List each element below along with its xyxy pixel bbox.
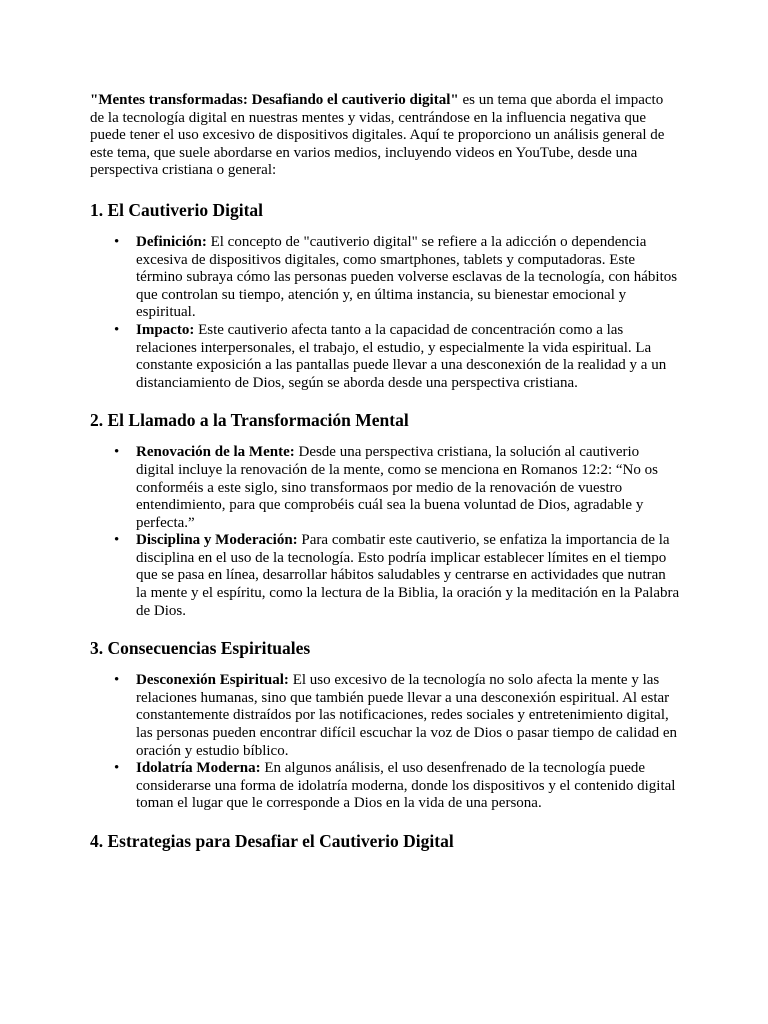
list-item-renovacion	[136, 444, 680, 532]
list-item-term: Disciplina y Moderación:	[136, 532, 298, 549]
list-item-text: El concepto de "cautiverio digital" se refiere a la adicción o dependencia excesiva de dispositivos digitales, como smartphones, tablets y computadoras. Este término subraya cómo las personas pueden volverse esclavas de la tecnología, con hábitos que controlan su tiempo, atención y, en última instancia, su bienestar emocional y espiritual.	[136, 233, 678, 321]
intro-text: es un tema que aborda el impacto de la tecnología digital en nuestras mentes y vidas, centrándose en la influencia negativa que puede tener el uso excesivo de dispositivos digitales. Aquí te proporciono un análisis general de este tema, que suele abordarse en varios medios, incluyendo videos en YouTube, desde una perspectiva cristiana o general:	[90, 92, 665, 179]
list-item-text: Para combatir este cautiverio, se enfatiza la importancia de la disciplina en el uso de la tecnología. Esto podría implicar establecer límites en el tiempo que se pasa en línea, desarrollar hábitos saludables y centrarse en actividades que nutran la mente y el espíritu, como la lectura de la Biblia, la oración y la meditación en la Palabra de Dios.	[136, 532, 680, 619]
list-item-text: Este cautiverio afecta tanto a la capacidad de concentración como a las relaciones interpersonales, el trabajo, el estudio, y especialmente la vida espiritual. La constante exposición a las pantallas puede llevar a una desconexión de la realidad y a un distanciamiento de Dios, según se aborda desde una perspectiva cristiana.	[136, 321, 667, 391]
list-item-text: El uso excesivo de la tecnología no solo afecta la mente y las relaciones humanas, sino que también puede llevar a una desconexión espiritual. Al estar constantemente distraídos por las notificaciones, redes sociales y entretenimiento digital, las personas pueden encontrar difícil escuchar la voz de Dios o pasar tiempo de calidad en oración y estudio bíblico.	[136, 672, 678, 759]
list-item-term: Idolatría Moderna:	[136, 760, 261, 777]
list-item-term: Renovación de la Mente:	[136, 444, 295, 461]
section-heading-2: 2. El Llamado a la Transformación Mental	[90, 410, 409, 431]
section-heading-4: 4. Estrategias para Desafiar el Cautiverio Digital	[90, 831, 454, 851]
section-2-list	[90, 444, 680, 620]
section-3-list	[90, 672, 680, 813]
list-item-term: Desconexión Espiritual:	[136, 672, 289, 689]
list-item-text: En algunos análisis, el uso desenfrenado de la tecnología puede considerarse una forma de idolatría moderna, donde los dispositivos y el contenido digital toman el lugar que le corresponde a Dios en la vida de una persona.	[136, 760, 676, 812]
list-item-idolatria	[136, 760, 680, 813]
section-heading-1: 1. El Cautiverio Digital	[90, 199, 264, 220]
list-item-term: Impacto:	[136, 321, 195, 338]
intro-paragraph	[90, 92, 680, 180]
list-item-term: Definición:	[136, 233, 207, 250]
section-1-list	[90, 234, 680, 392]
list-item-desconexion	[136, 672, 680, 760]
list-item-text: Desde una perspectiva cristiana, la solución al cautiverio digital incluye la renovación de la mente, como se menciona en Romanos 12:2: “No os conforméis a este siglo, sino transformaos por medio de la renovación de vuestro entendimiento, para que comprobéis cuál sea la buena voluntad de Dios, agradable y perfecta.”	[136, 444, 658, 531]
intro-title: "Mentes transformadas: Desafiando el cautiverio digital"	[90, 92, 459, 108]
list-item-impacto	[136, 322, 680, 392]
list-item-definicion	[136, 234, 680, 322]
list-item-disciplina	[136, 532, 680, 620]
section-heading-3: 3. Consecuencias Espirituales	[90, 638, 311, 659]
